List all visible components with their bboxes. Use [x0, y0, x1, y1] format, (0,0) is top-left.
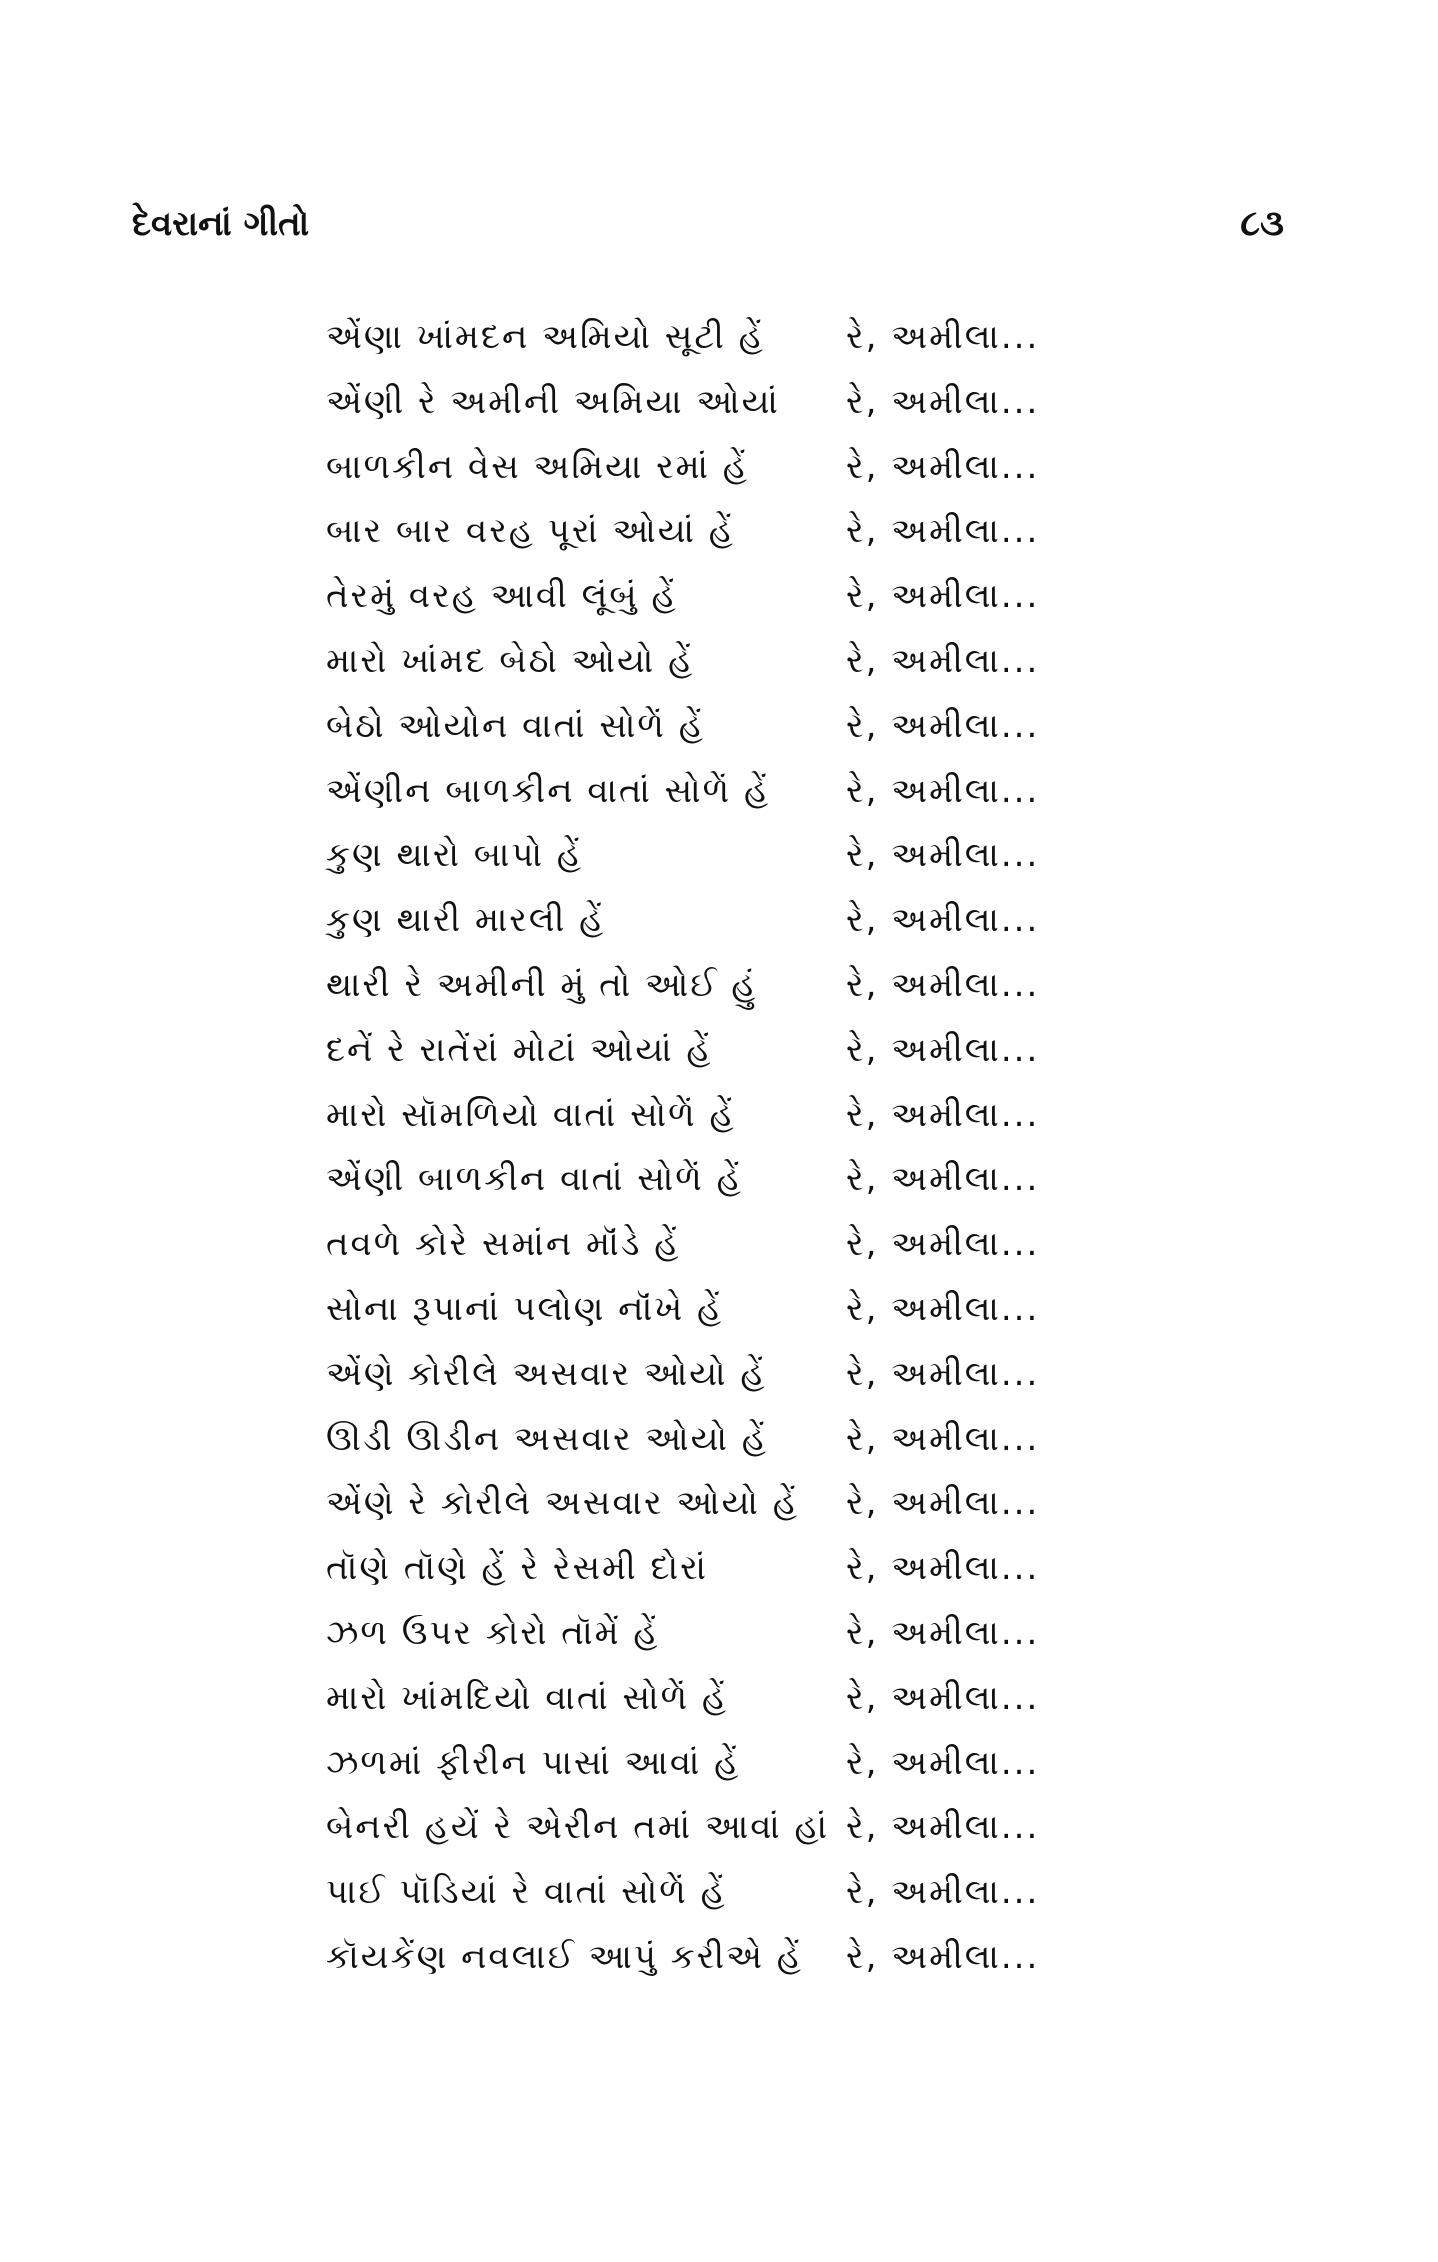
verse-text: ઝળ ઉપર કોરો તૉમેં હેં [326, 1612, 660, 1653]
verse-line [326, 1147, 1086, 1212]
verse-text: થારી રે અમીની મું તો ઓઈ હું [326, 964, 758, 1005]
verse-line [326, 759, 1086, 824]
verse-line [326, 694, 1086, 759]
verse-text: એંણે કોરીલે અસવાર ઓયો હેં [326, 1353, 767, 1394]
verse-refrain: રે, અમીલા... [846, 770, 1040, 811]
verse-text: તૉણે તૉણે હેં રે રેસમી દોરાં [326, 1548, 708, 1589]
verse-line [326, 1018, 1086, 1083]
verse-line [326, 1277, 1086, 1342]
verse-text: બેનરી હયેં રે એરીન તમાં આવાં હાં [326, 1807, 830, 1848]
verse-text: ઊડી ઊડીન અસવાર ઓયો હેં [326, 1418, 768, 1459]
verse-line [326, 1536, 1086, 1601]
verse-line [326, 435, 1086, 500]
verse-text: કુણ થારો બાપો હેં [326, 835, 583, 876]
verse-line [326, 1471, 1086, 1536]
verse-text: દનેં રે રાતેંરાં મોટાં ઓયાં હેં [326, 1029, 713, 1070]
verse-text: એંણી બાળકીન વાતાં સોળેં હેં [326, 1159, 743, 1200]
verse-text: મારો સૉમળિયો વાતાં સોળેં હેં [326, 1094, 736, 1135]
verse-text: તેરમું વરહ આવી લૂંબું હેં [326, 576, 678, 617]
verse-text: સોના રૂપાનાં પલોણ નૉંખે હેં [326, 1288, 724, 1329]
verse-refrain: રે, અમીલા... [846, 835, 1040, 876]
verse-text: પાઈ પૉડિયાં રે વાતાં સોળેં હેં [326, 1872, 727, 1913]
verse-text: બાર બાર વરહ પૂરાં ઓયાં હેં [326, 511, 735, 552]
verse-text: કુણ થારી મારલી હેં [326, 900, 606, 941]
verse-line [326, 1925, 1086, 1990]
verse-refrain: રે, અમીલા... [846, 1353, 1040, 1394]
verse-line [326, 888, 1086, 953]
verse-refrain: રે, અમીલા... [846, 1159, 1040, 1200]
verse-refrain: રે, અમીલા... [846, 1677, 1040, 1718]
verse-line [326, 564, 1086, 629]
verse-text: ઝળમાં ફીરીન પાસાં આવાં હેં [326, 1742, 741, 1783]
verse-refrain: રે, અમીલા... [846, 1742, 1040, 1783]
verse-line [326, 1083, 1086, 1148]
running-header [132, 196, 1284, 252]
verse-refrain: રે, અમીલા... [846, 1807, 1040, 1848]
verse-refrain: રે, અમીલા... [846, 1548, 1040, 1589]
verse-line [326, 1860, 1086, 1925]
verse-text: એંણી રે અમીની અમિયા ઓયાં [326, 381, 780, 422]
verse-text: મારો ખાંમદિયો વાતાં સોળેં હેં [326, 1677, 729, 1718]
verse-text: એંણા ખાંમદન અમિયો સૂટી હેં [326, 317, 765, 357]
chapter-title: દેવરાનાં ગીતો [132, 204, 310, 244]
verse-refrain: રે, અમીલા... [846, 317, 1040, 357]
verse-line [326, 1601, 1086, 1666]
verse-refrain: રે, અમીલા... [846, 1094, 1040, 1135]
verse-refrain: રે, અમીલા... [846, 964, 1040, 1005]
verse-refrain: રે, અમીલા... [846, 1872, 1040, 1913]
verse-line [326, 1342, 1086, 1407]
verse-refrain: રે, અમીલા... [846, 381, 1040, 422]
verse-refrain: રે, અમીલા... [846, 1936, 1040, 1977]
verse-refrain: રે, અમીલા... [846, 1612, 1040, 1653]
verse-refrain: રે, અમીલા... [846, 1483, 1040, 1524]
verse-text: બાળકીન વેસ અમિયા રમાં હેં [326, 446, 749, 487]
verse-line [326, 1407, 1086, 1472]
verse-text: એંણે રે કોરીલે અસવાર ઓયો હેં [326, 1483, 799, 1524]
verse-refrain: રે, અમીલા... [846, 446, 1040, 487]
verse-text: કૉયકેંણ નવલાઈ આપું કરીએ હેં [326, 1936, 803, 1977]
verse-line [326, 1666, 1086, 1731]
verse-line [326, 370, 1086, 435]
verse-refrain: રે, અમીલા... [846, 640, 1040, 681]
verse-line [326, 1212, 1086, 1277]
verse-line [326, 953, 1086, 1018]
verse-refrain: રે, અમીલા... [846, 900, 1040, 941]
verse-text: તવળે કોરે સમાંન મૉંડે હેં [326, 1224, 681, 1265]
verse-refrain: રે, અમીલા... [846, 1418, 1040, 1459]
verse-refrain: રે, અમીલા... [846, 1288, 1040, 1329]
verse-line [326, 499, 1086, 564]
verse-refrain: રે, અમીલા... [846, 705, 1040, 746]
verse-text: મારો ખાંમદ બેઠો ઓયો હેં [326, 640, 695, 681]
verse-refrain: રે, અમીલા... [846, 576, 1040, 617]
song-verses [326, 305, 1086, 1990]
verse-line [326, 1731, 1086, 1796]
verse-text: બેઠો ઓયોન વાતાં સોળેં હેં [326, 705, 705, 746]
verse-line [326, 823, 1086, 888]
verse-refrain: રે, અમીલા... [846, 511, 1040, 552]
verse-refrain: રે, અમીલા... [846, 1029, 1040, 1070]
verse-line [326, 305, 1086, 370]
page-number: ૮૩ [1240, 203, 1284, 244]
verse-line [326, 1795, 1086, 1860]
verse-text: એંણીન બાળકીન વાતાં સોળેં હેં [326, 770, 771, 811]
verse-line [326, 629, 1086, 694]
verse-refrain: રે, અમીલા... [846, 1224, 1040, 1265]
